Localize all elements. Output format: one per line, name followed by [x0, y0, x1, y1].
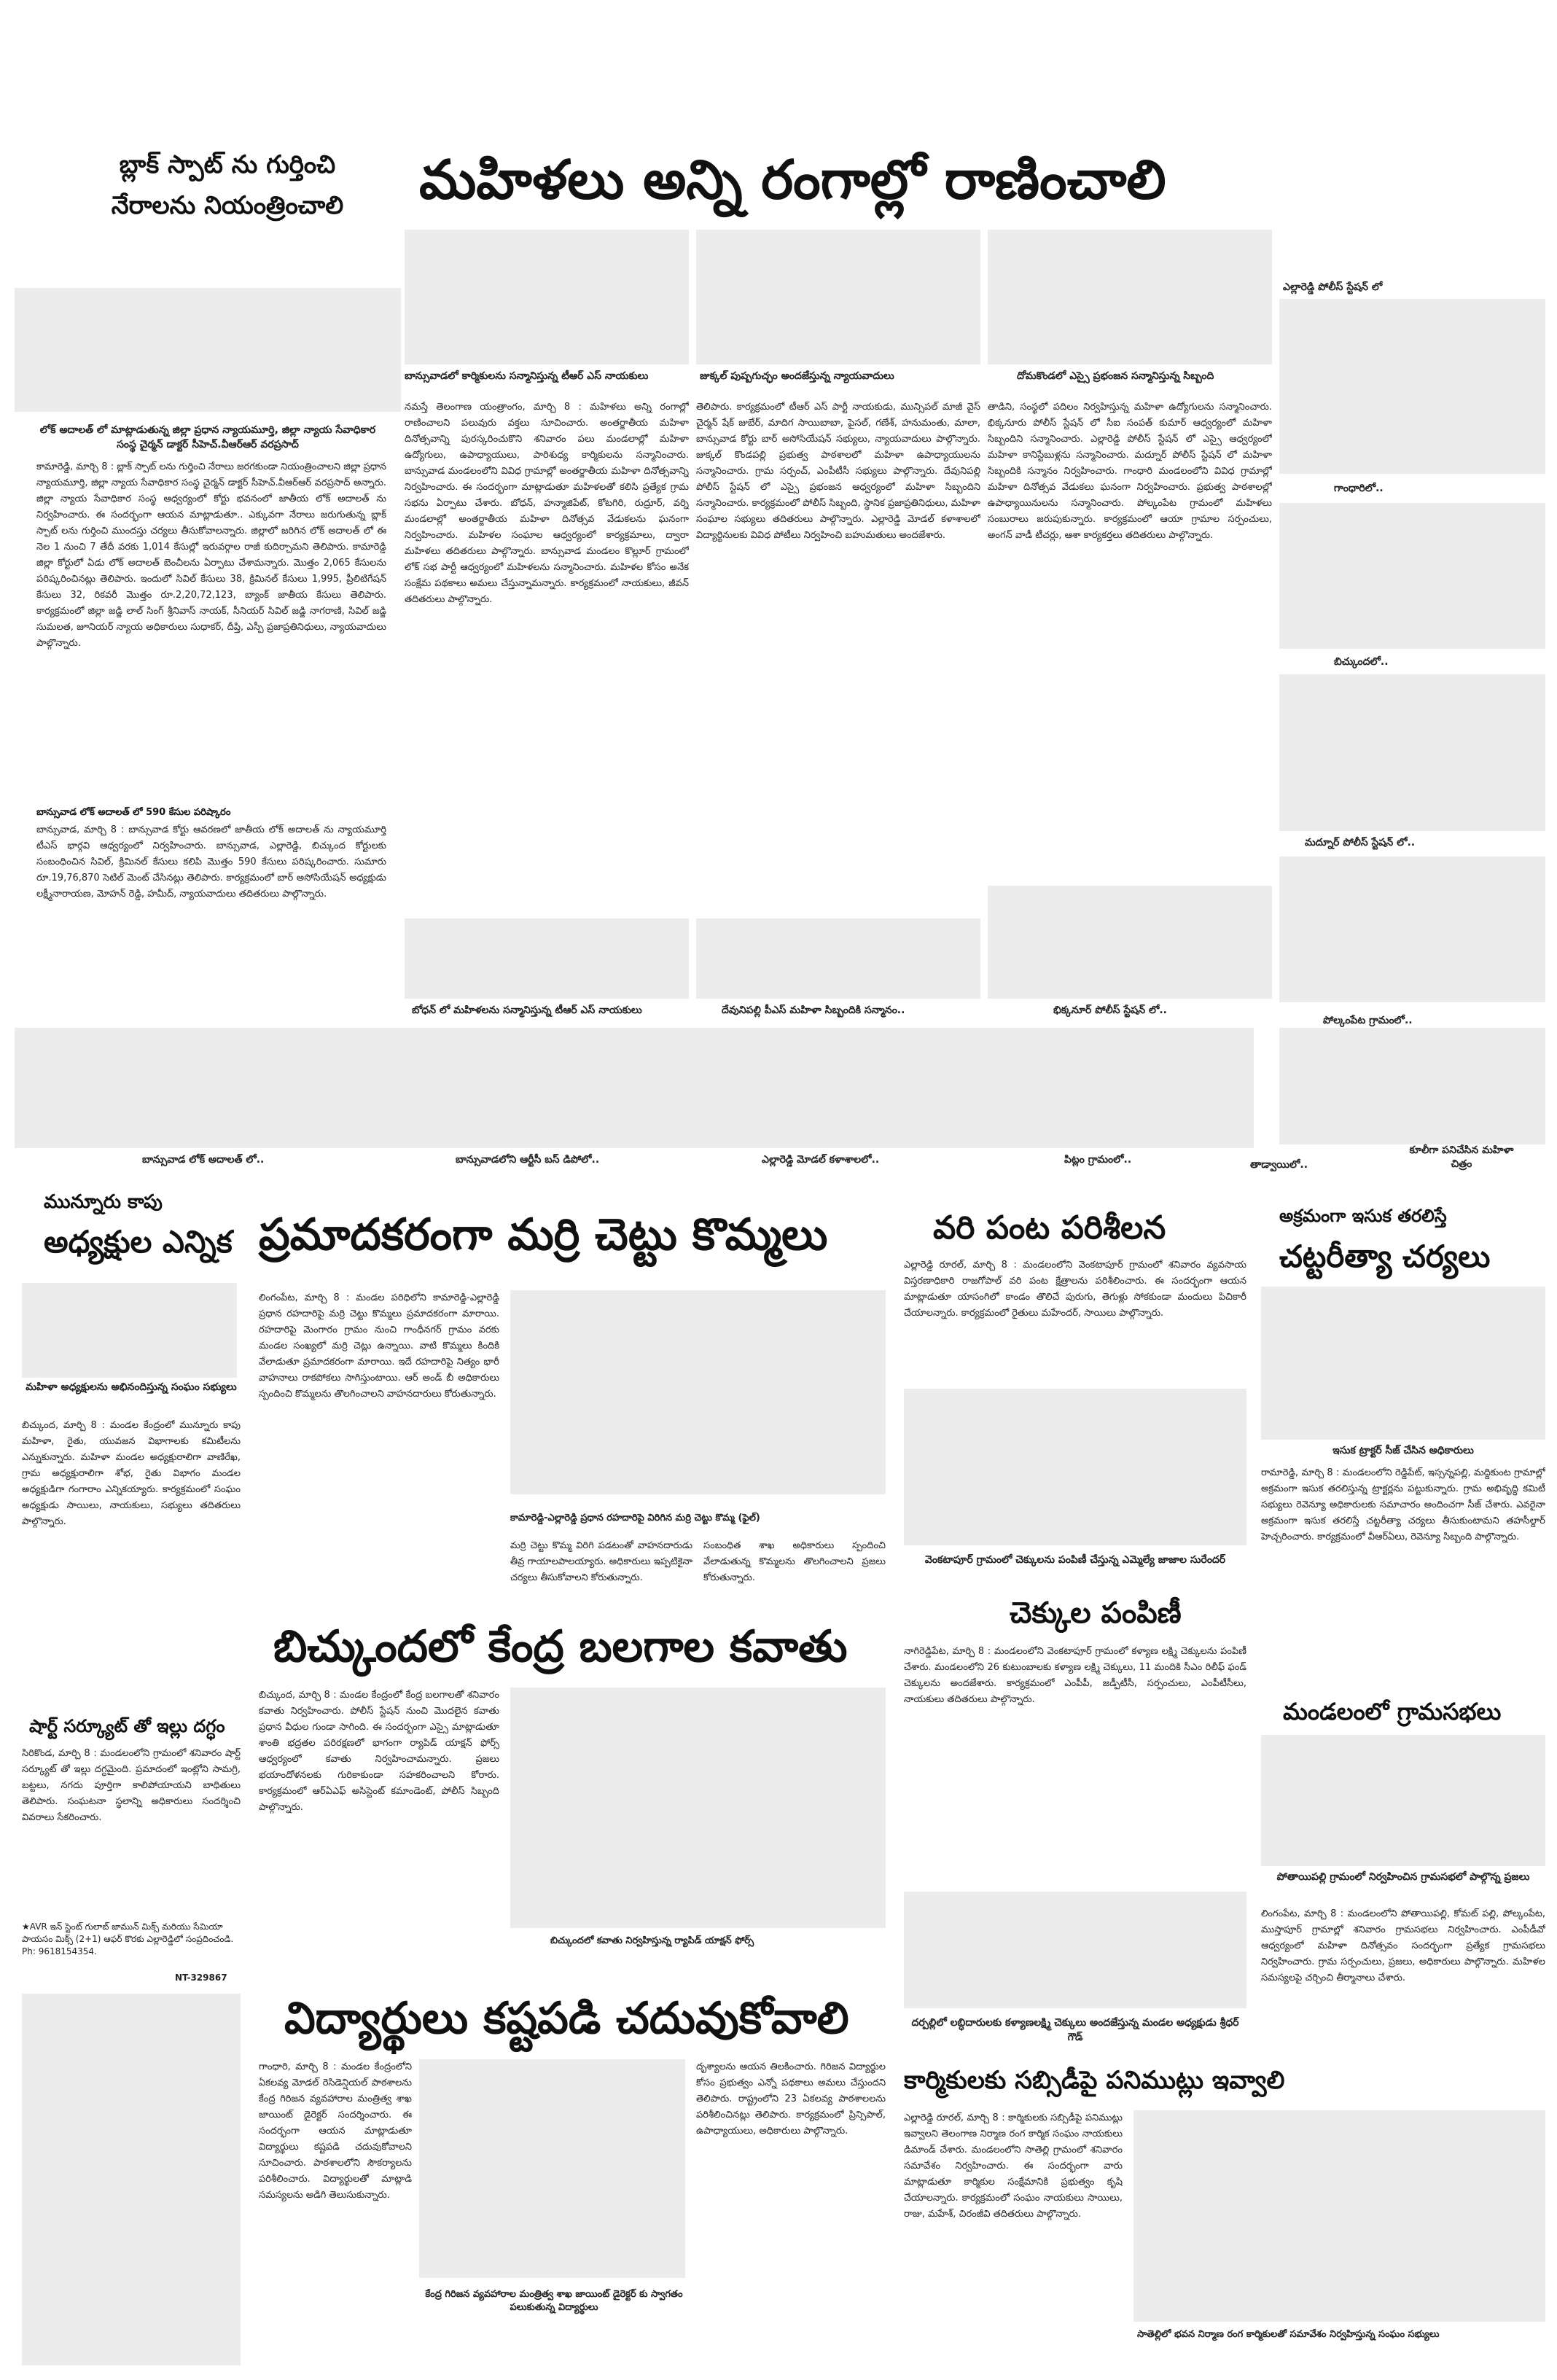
munnuru-body: బిచ్కుంద, మార్చి 8 : మండల కేంద్రంలో మున్నూరు కాపు మహిళా, రైతు, యువజన విభాగాలకు కమిటీలను ఎన్నుకున్నారు. మహిళా మండల అధ్యక్షురాలిగా వాణిరేఖ, గ్రామ అధ్యక్షురాలిగా శోభ, రైతు విభాగం మండల అధ్యక్షుడిగా గంగారాం ఎన్నికయ్యారు. కార్యక్రమంలో సంఘం అధ్యక్షుడు సాయిలు, నాయకులు, సభ్యులు తదితరులు పాల్గొన్నారు.: [22, 1420, 241, 1527]
caption-banswada-rtc: బాన్సువాడలోని ఆర్టీసీ బస్ డిపోలో..: [456, 1154, 600, 1166]
crpf-photo-caption: బిచ్కుందలో కవాతు నిర్వహిస్తున్న ర్యాపిడ్ యాక్షన్ ఫోర్స్: [550, 1935, 754, 1946]
munnuru-kicker: మున్నూరు కాపు: [44, 1191, 163, 1213]
photo-domakonda: [988, 230, 1272, 364]
caption-yellareddy-ps: ఎల్లారెడ్డి పోలీస్ స్టేషన్ లో: [1283, 281, 1383, 293]
photo-devunipalli: [696, 918, 980, 999]
tree-body-3: సంబంధిత శాఖ అధికారులు స్పందించి వేలాడుతున్న కొమ్మలను తొలగించాలని ప్రజలు కోరుతున్నారు.: [703, 1540, 886, 1583]
photo-jukkal: [696, 230, 980, 364]
photo-crpf: [510, 1688, 886, 1928]
paddy-headline: వరి పంట పరిశీలన: [933, 1209, 1166, 1246]
paddy-body: ఎల్లారెడ్డి రూరల్, మార్చి 8 : మండలంలోని వెంకటాపూర్ గ్రామంలో శనివారం వ్యవసాయ విస్తరణాధికారి రాజగోపాల్ వరి పంట క్షేత్రాలను పరిశీలించారు. ఈ సందర్భంగా ఆయన మాట్లాడుతూ యాసంగిలో కాండం తొలిచే పురుగు, తెగుళ్లు సోకకుండా మందులు పిచికారీ చేయాలన్నారు. కార్యక్రమంలో రైతులు మహేందర్, సాయిలు పాల్గొన్నారు.: [904, 1260, 1246, 1319]
women-column-1: నమస్తే తెలంగాణ యంత్రాంగం, మార్చి 8 : మహిళలు అన్ని రంగాల్లో రాణించాలని పలువురు వక్తలు సూచించారు. అంతర్జాతీయ మహిళా దినోత్సవాన్ని పురస్కరించుకొని శనివారం పలు మండలాల్లో మహిళా ఉద్యోగులు, ఉపాధ్యాయులు, పారిశుధ్య కార్మికులను సన్మానించారు. బాన్సువాడ మండలంలోని వివిధ గ్రామాల్లో అంతర్జాతీయ మహిళా దినోత్సవాన్ని నిర్వహించారు. ఈ సందర్భంగా మాట్లాడుతూ మహిళలతో కలిసి ప్రత్యేక గ్రామ సభను ఏర్పాటు చేశారు. బోధన్, హన్మాజిపేట్, కోటగిరి, రుద్రూర్, వర్ని మండలాల్లో అంతర్జాతీయ మహిళా దినోత్సవ వేడుకలను ఘనంగా నిర్వహించారు. మహిళల సంఘాల ఆధ్వర్యంలో కార్యక్రమాలు, ద్వారా మహిళలు తదితరులు పాల్గొన్నారు. బాన్సువాడ మండలం కొల్లూర్ గ్రామంలో లోక్ సభ పార్టీ ఆధ్వర్యంలో మహిళలను సన్మానించారు. మహిళల కోసం అనేక సంక్షేమ పథకాలు అమలు చేస్తున్నామన్నారు. కార్యక్రమంలో నాయకులు, జీవన్ తదితరులు పాల్గొన్నారు.: [405, 402, 689, 605]
tree-photo-caption: కామారెడ్డి-ఎల్లారెడ్డి ప్రధాన రహదారిపై విరిగిన మర్రి చెట్టు కొమ్మ (ఫైల్): [510, 1513, 760, 1523]
photo-bhiknoor: [988, 886, 1272, 999]
caption-banswada-lok-adalat: బాన్సువాడ లోక్ అదాలత్ లో..: [142, 1154, 265, 1166]
photo-yellareddy-ps: [1279, 299, 1545, 474]
sand-body: రామారెడ్డి, మార్చి 8 : మండలంలోని రెడ్డిపేట్, ఇస్సన్నపల్లి, మద్దికుంట గ్రామాల్లో అక్రమంగా ఇసుక తరలిస్తున్న ట్రాక్టర్లను పట్టుకున్నారు. గ్రామ అభివృద్ధి కమిటీ సభ్యులు రెవెన్యూ అధికారులకు సమాచారం అందించగా సీజ్ చేశారు. ఎవరైనా అక్రమంగా ఇసుక తరలిస్తే చట్టరీత్యా చర్యలు తీసుకుంటామని తహసీల్దార్ హెచ్చరించారు. కార్యక్రమంలో వీఆర్ఏలు, రెవెన్యూ సిబ్బంది పాల్గొన్నారు.: [1261, 1467, 1545, 1542]
tree-body-2: మర్రి చెట్టు కొమ్మ విరిగి పడటంతో వాహనదారుడు తీవ్ర గాయాలపాలయ్యారు. అధికారులు ఇప్పటికైనా చర్యలు తీసుకోవాలని కోరుతున్నారు.: [510, 1540, 692, 1583]
photo-lok-adalat: [15, 288, 401, 412]
caption-bichkunda: బిచ్కుందలో..: [1334, 656, 1389, 668]
caption-domakonda: దోమకొండలో ఎస్సై ప్రభంజన సన్మానిస్తున్న సిబ్బంది: [1017, 370, 1214, 382]
short-circuit-body: సిరికొండ, మార్చి 8 : మండలంలోని గ్రామంలో శనివారం షార్ట్ సర్క్యూట్ తో ఇల్లు దగ్ధమైంది. ప్రమాదంలో ఇంట్లోని సామగ్రి, బట్టలు, నగదు పూర్తిగా కాలిపోయాయని బాధితులు తెలిపారు. సంఘటనా స్థలాన్ని అధికారులు సందర్శించి వివరాలు సేకరించారు.: [22, 1748, 241, 1823]
photo-students: [419, 2059, 685, 2278]
banswada-subhead: బాన్సువాడ లోక్ అదాలత్ లో 590 కేసుల పరిష్కారం: [36, 807, 231, 818]
main-headline: మహిళలు అన్ని రంగాల్లో రాణించాలి: [419, 149, 1166, 211]
sand-kicker: అక్రమంగా ఇసుక తరలిస్తే: [1279, 1206, 1447, 1226]
students-body-2: దృశ్యాలను ఆయన తిలకించారు. గిరిజన విద్యార్థుల కోసం ప్రభుత్వం ఎన్నో పథకాలు అమలు చేస్తుందని తెలిపారు. రాష్ట్రంలోని 23 ఏకలవ్య పాఠశాలలను పరిశీలించినట్లు తెలిపారు. కార్యక్రమంలో ప్రిన్సిపాల్, ఉపాధ్యాయులు, అధికారులు పాల్గొన్నారు.: [696, 2061, 886, 2137]
workers-headline: కార్మికులకు సబ్సిడీపై పనిముట్లు ఇవ్వాలి: [904, 2066, 1285, 2095]
photo-munnuru: [22, 1283, 237, 1378]
workers-caption: దర్పల్లిలో లబ్ధిదారులకు కళ్యాణలక్ష్మి చెక్కులు అందజేస్తున్న మండల అధ్యక్షుడు శ్రీధర్ గౌడ్: [911, 2017, 1239, 2043]
gramasabha-headline: మండలంలో గ్రామసభలు: [1283, 1698, 1502, 1725]
caption-bodhan: బోధన్ లో మహిళలను సన్మానిస్తున్న టీఆర్ ఎస్ నాయకులు: [412, 1004, 642, 1016]
short-circuit-headline: షార్ట్ సర్క్యూట్ తో ఇల్లు దగ్ధం: [29, 1716, 225, 1736]
photo-bichkunda: [1279, 674, 1545, 831]
photo-gandhari: [1279, 503, 1545, 649]
gramasabha-body: లింగంపేట, మార్చి 8 : మండలంలోని పోతాయిపల్లి, కోమట్ పల్లి, పోల్కంపేట, ముస్తాపూర్ గ్రామాల్లో శనివారం గ్రామసభలు నిర్వహించారు. ఎంపీడీవో ఆధ్వర్యంలో మహిళా దినోత్సవం సందర్భంగా ప్రత్యేక గ్రామసభలు నిర్వహించారు. గ్రామ సర్పంచులు, ప్రజలు, అధికారులు పాల్గొన్నారు. మహిళల సమస్యలపై చర్చించి తీర్మానాలు చేశారు.: [1261, 1908, 1545, 1983]
caption-gandhari: గాంధారిలో..: [1334, 483, 1384, 494]
photo-workers-cheques: [904, 1892, 1246, 2008]
munnuru-headline: అధ్యక్షుల ఎన్నిక: [44, 1224, 233, 1260]
women-column-3: తాడిని, సంస్థలో పదిలం నిర్వహిస్తున్న మహిళా ఉద్యోగులను సన్మానించారు. భిక్కనూరు పోలీస్ స్టేషన్ లో సీఐ సంపత్ కుమార్ ఆధ్వర్యంలో మహిళా సిబ్బందిని సన్మానించారు. ఎల్లారెడ్డి పోలీస్ స్టేషన్ లో ఎస్సై ఆధ్వర్యంలో మహిళా కానిస్టేబుళ్లను సన్మానించారు. మద్నూర్ పోలీస్ స్టేషన్ లో మహిళా సిబ్బందికి సన్మానం నిర్వహించారు. గాంధారి మండలంలోని వివిధ గ్రామాల్లో మహిళా దినోత్సవ వేడుకలు ఘనంగా నిర్వహించారు. ప్రభుత్వ పాఠశాలల్లో ఉపాధ్యాయినులను సన్మానించారు. పోల్కంపేట గ్రామంలో మహిళలు సంబురాలు జరుపుకున్నారు. కార్యక్రమంలో ఆయా గ్రామాల సర్పంచులు, అంగన్ వాడీ టీచర్లు, ఆశా కార్యకర్తలు తదితరులు పాల్గొన్నారు.: [988, 402, 1272, 541]
advert-block: [22, 1994, 241, 2365]
caption-polkampet: పోల్కంపేట గ్రామంలో..: [1323, 1015, 1413, 1026]
photo-gramasabha: [1261, 1735, 1545, 1866]
photo-cheques: [904, 1389, 1246, 1545]
caption-banswada-trs: బాన్సువాడలో కార్మికులను సన్మానిస్తున్న టీఆర్ ఎస్ నాయకులు: [405, 370, 649, 382]
gramasabha-caption: పోతాయిపల్లి గ్రామంలో నిర్వహించిన గ్రామసభలో పాల్గొన్న ప్రజలు: [1276, 1871, 1530, 1883]
caption-pitlam: పిట్లం గ్రామంలో..: [1064, 1154, 1132, 1166]
caption-bhiknoor: భిక్కనూర్ పోలీస్ స్టేషన్ లో..: [1053, 1004, 1167, 1016]
blackspot-headline: బ్లాక్ స్పాట్ ను గుర్తించి నేరాలను నియంత్రించాలి: [111, 150, 344, 220]
cheques-headline: చెక్కుల పంపిణీ: [1010, 1596, 1182, 1630]
crpf-headline: బిచ్కుందలో కేంద్ర బలగాల కవాతు: [273, 1621, 848, 1672]
caption-madnoor: మద్నూర్ పోలీస్ స్టేషన్ లో..: [1305, 837, 1416, 848]
banswada-body: బాన్సువాడ, మార్చి 8 : బాన్సువాడ కోర్టు ఆవరణలో జాతీయ లోక్ అదాలత్ ను న్యాయమూర్తి టీఎస్ భార్గవి ఆధ్వర్యంలో నిర్వహించారు. బాన్సువాడ, ఎల్లారెడ్డి, బిచ్కుంద కోర్టులకు సంబంధించిన సివిల్, క్రిమినల్ కేసులు కలిపి మొత్తం 590 కేసులు పరిష్కరించారు. సుమారు రూ.19,76,870 సెటిల్ మెంట్ చేసినట్లు తెలిపారు. కార్యక్రమంలో బార్ అసోసియేషన్ అధ్యక్షుడు లక్ష్మీనారాయణ, మోహన్ రెడ్డి, హమీద్, న్యాయవాదులు తదితరులు పాల్గొన్నారు.: [36, 824, 386, 900]
caption-yellareddy-college: ఎల్లారెడ్డి మోడల్ కళాశాలలో..: [762, 1154, 880, 1166]
caption-devunipalli: దేవునిపల్లి పీఎస్ మహిళా సిబ్బందికి సన్మానం..: [722, 1004, 905, 1016]
caption-tadwai: తాడ్వాయిలో..: [1250, 1159, 1308, 1171]
tree-body-1: లింగంపేట, మార్చి 8 : మండల పరిధిలోని కామారెడ్డి-ఎల్లారెడ్డి ప్రధాన రహదారిపై మర్రి చెట్టు కొమ్మలు ప్రమాదకరంగా మారాయి. రహదారిపై మెంగారం గ్రామం నుంచి గాంధీనగర్ గ్రామం వరకు మండల సంఖ్యలో మర్రి చెట్లు ఉన్నాయి. వాటి కొమ్మలు కిందికి వేలాడుతూ ప్రమాదకరంగా మారాయి. ఇదే రహదారిపై నిత్యం భారీ వాహనాలు రాకపోకలు సాగిస్తుంటాయి. ఆర్ అండ్ బీ అధికారులు స్పందించి కొమ్మలను తొలగించాలని వాహనదారులు కోరుతున్నారు.: [259, 1292, 499, 1400]
photo-madnoor: [1279, 857, 1545, 1002]
classified-ad-code: NT-329867: [175, 1973, 227, 1983]
cheques-body: నాగిరెడ్డిపేట, మార్చి 8 : మండలంలోని వెంకటాపూర్ గ్రామంలో కళ్యాణ లక్ష్మి చెక్కులను పంపిణీ చేశారు. మండలంలోని 26 కుటుంబాలకు కళ్యాణ లక్ష్మి చెక్కులు, 11 మందికి సీఎం రిలీఫ్ ఫండ్ చెక్కులను అందజేశారు. కార్యక్రమంలో ఎంపీపీ, జడ్పీటీసీ, సర్పంచులు, ఎంపీటీసీలు, నాయకులు తదితరులు పాల్గొన్నారు.: [904, 1646, 1246, 1705]
classified-ad: ★AVR ఇన్ స్టెంట్ గులాబ్ జామున్ మిక్స్ మరియు సేమియా పాయసం మిక్స్ (2+1) ఆఫర్ కొరకు ఎల్లారెడ్డిలో సంప్రదించండి. Ph: 9618154354.: [22, 1921, 234, 1956]
caption-jukkal: జుక్కల్ పుష్పగుచ్ఛం అందజేస్తున్న న్యాయవాదులు: [700, 370, 894, 382]
photo-sand: [1261, 1287, 1545, 1440]
workers-bottom-caption: సాతెల్లిలో భవన నిర్మాణ రంగ కార్మికులతో సమావేశం నిర్వహిస్తున్న సంఘం సభ్యులు: [1137, 2329, 1440, 2340]
students-headline: విద్యార్థులు కష్టపడి చదువుకోవాలి: [284, 1993, 849, 2044]
sand-caption: ఇసుక ట్రాక్టర్ సీజ్ చేసిన అధికారులు: [1332, 1445, 1474, 1456]
women-column-2: తెలిపారు. కార్యక్రమంలో టీఆర్ ఎస్ పార్టీ నాయకుడు, మున్సిపల్ మాజీ వైస్ చైర్మన్ షేక్ జుబేర్, మాదిగ సాయిబాబా, పైసల్, గణేశ్, హనుమంతు, మాలా, బాన్సువాడ కోర్టు బార్ అసోసియేషన్ సభ్యులు, న్యాయవాదులు పాల్గొన్నారు. జుక్కల్ కొండపల్లి ప్రభుత్వ పాఠశాలలో మహిళా ఉపాధ్యాయులను సన్మానించారు. గ్రామ సర్పంచ్, ఎంపీటీసీ సభ్యులు పాల్గొన్నారు. దేవునిపల్లి పోలీస్ స్టేషన్ లో ఎస్సై ప్రభంజన ఆధ్వర్యంలో మహిళా సిబ్బందిని సన్మానించారు. కార్యక్రమంలో పోలీస్ సిబ్బంది, స్థానిక ప్రజాప్రతినిధులు, మహిళా సంఘాల సభ్యులు తదితరులు పాల్గొన్నారు. ఎల్లారెడ్డి మోడల్ కళాశాలలో విద్యార్థినులకు వివిధ పోటీలు నిర్వహించి బహుమతులు అందజేశారు.: [696, 402, 980, 541]
munnuru-caption: మహిళా అధ్యక్షులను అభినందిస్తున్న సంఘం సభ్యులు: [26, 1381, 237, 1393]
photo-row-middle: [15, 1028, 1254, 1148]
sand-headline: చట్టరీత్యా చర్యలు: [1279, 1238, 1491, 1274]
photo-polkampet: [1279, 1028, 1545, 1144]
photo-tree: [510, 1290, 886, 1494]
tree-headline: ప్రమాదకరంగా మర్రి చెట్టు కొమ్మలు: [259, 1209, 828, 1260]
photo-workers: [1133, 2110, 1545, 2322]
workers-body: ఎల్లారెడ్డి రూరల్, మార్చి 8 : కార్మికులకు సబ్సిడీపై పనిముట్లు ఇవ్వాలని తెలంగాణ నిర్మాణ రంగ కార్మిక సంఘం నాయకులు డిమాండ్ చేశారు. మండలంలోని సాతెల్లి గ్రామంలో శనివారం సమావేశం నిర్వహించారు. ఈ సందర్భంగా వారు మాట్లాడుతూ కార్మికుల సంక్షేమానికి ప్రభుత్వం కృషి చేయాలన్నారు. కార్యక్రమంలో సంఘం నాయకులు సాయిలు, రాజు, మహేశ్, చిరంజీవి తదితరులు పాల్గొన్నారు.: [904, 2112, 1123, 2220]
caption-hamali: కూలీగా పనిచేసిన మహిళా చిత్రం: [1409, 1144, 1514, 1170]
photo-bodhan: [405, 918, 689, 999]
cheques-caption: వెంకటాపూర్ గ్రామంలో చెక్కులను పంపిణీ చేస్తున్న ఎమ్మెల్యే జాజాల సురేందర్: [924, 1554, 1226, 1566]
blackspot-byline: లోక్ అదాలత్ లో మాట్లాడుతున్న జిల్లా ప్రధాన న్యాయమూర్తి, జిల్లా న్యాయ సేవాధికార సంస్థ చైర్మన్ డాక్టర్ సీహెచ్.వీఆర్ఆర్ వరప్రసాద్: [39, 424, 376, 450]
blackspot-body: కామారెడ్డి, మార్చి 8 : బ్లాక్ స్పాట్ లను గుర్తించి నేరాలు జరగకుండా నియంత్రించాలని జిల్లా ప్రధాన న్యాయమూర్తి, జిల్లా న్యాయ సేవాధికార సంస్థ చైర్మన్ డాక్టర్ సీహెచ్.వీఆర్ఆర్ వరప్రసాద్ అన్నారు. జిల్లా న్యాయ సేవాధికార సంస్థ ఆధ్వర్యంలో కోర్టు భవనంలో జాతీయ లోక్ అదాలత్ ను నిర్వహించారు. ఈ సందర్భంగా ఆయన మాట్లాడుతూ.. ఎక్కువగా నేరాలు జరుగుతున్న బ్లాక్ స్పాట్ లను గుర్తించి ముందస్తు చర్యలు తీసుకోవాలన్నారు. జిల్లాలో జరిగిన లోక్ అదాలత్ లో ఈ నెల 1 నుంచి 7 తేదీ వరకు 1,014 కేసుల్లో ఇరువర్గాల రాజీ కుదిర్చామని తెలిపారు. కామారెడ్డి జిల్లా కోర్టులో ఏడు లోక్ అదాలత్ బెంచీలను ఏర్పాటు చేశామన్నారు. మొత్తం 2,065 కేసులను పరిష్కరించినట్లు తెలిపారు. ఇందులో సివిల్ కేసులు 38, క్రిమినల్ కేసులు 1,995, ప్రీలిటిగేషన్ కేసులు 32, రికవరీ మొత్తం రూ.2,20,72,123, బ్యాంక్ జాతీయ కేసులు తెలిపారు. కార్యక్రమంలో జిల్లా జడ్జి లాల్ సింగ్ శ్రీనివాస్ నాయక్, సీనియర్ సివిల్ జడ్జి నాగరాణి, సివిల్ జడ్జి సుమలత, జూనియర్ న్యాయ అధికారులు సుధాకర్, దీప్తి, ఎస్పీ ప్రజాప్రతినిధులు, న్యాయవాదులు పాల్గొన్నారు.: [36, 461, 386, 649]
photo-banswada-trs: [405, 230, 689, 364]
crpf-body: బిచ్కుంద, మార్చి 8 : మండల కేంద్రంలో కేంద్ర బలగాలతో శనివారం కవాతు నిర్వహించారు. పోలీస్ స్టేషన్ నుంచి మొదలైన కవాతు ప్రధాన వీధుల గుండా సాగింది. ఈ సందర్భంగా ఎస్సై మాట్లాడుతూ శాంతి భద్రతల పరిరక్షణలో భాగంగా ర్యాపిడ్ యాక్షన్ ఫోర్స్ ఆధ్వర్యంలో కవాతు నిర్వహించామన్నారు. ప్రజలు భయాందోళనలకు గురికాకుండా సహకరించాలని కోరారు. కార్యక్రమంలో ఆర్ఏఎఫ్ అసిస్టెంట్ కమాండెంట్, పోలీస్ సిబ్బంది పాల్గొన్నారు.: [259, 1690, 499, 1813]
students-body-1: గాంధారి, మార్చి 8 : మండల కేంద్రంలోని ఏకలవ్య మోడల్ రెసిడెన్షియల్ పాఠశాలను కేంద్ర గిరిజన వ్యవహారాల మంత్రిత్వ శాఖ జాయింట్ డైరెక్టర్ సందర్శించారు. ఈ సందర్భంగా ఆయన మాట్లాడుతూ విద్యార్థులు కష్టపడి చదువుకోవాలని సూచించారు. పాఠశాలలోని సౌకర్యాలను పరిశీలించారు. విద్యార్థులతో మాట్లాడి సమస్యలను అడిగి తెలుసుకున్నారు.: [259, 2061, 412, 2201]
students-photo-caption: కేంద్ర గిరిజన వ్యవహారాల మంత్రిత్వ శాఖ జాయింట్ డైరెక్టర్ కు స్వాగతం పలుకుతున్న విద్యార్థులు: [425, 2289, 683, 2313]
